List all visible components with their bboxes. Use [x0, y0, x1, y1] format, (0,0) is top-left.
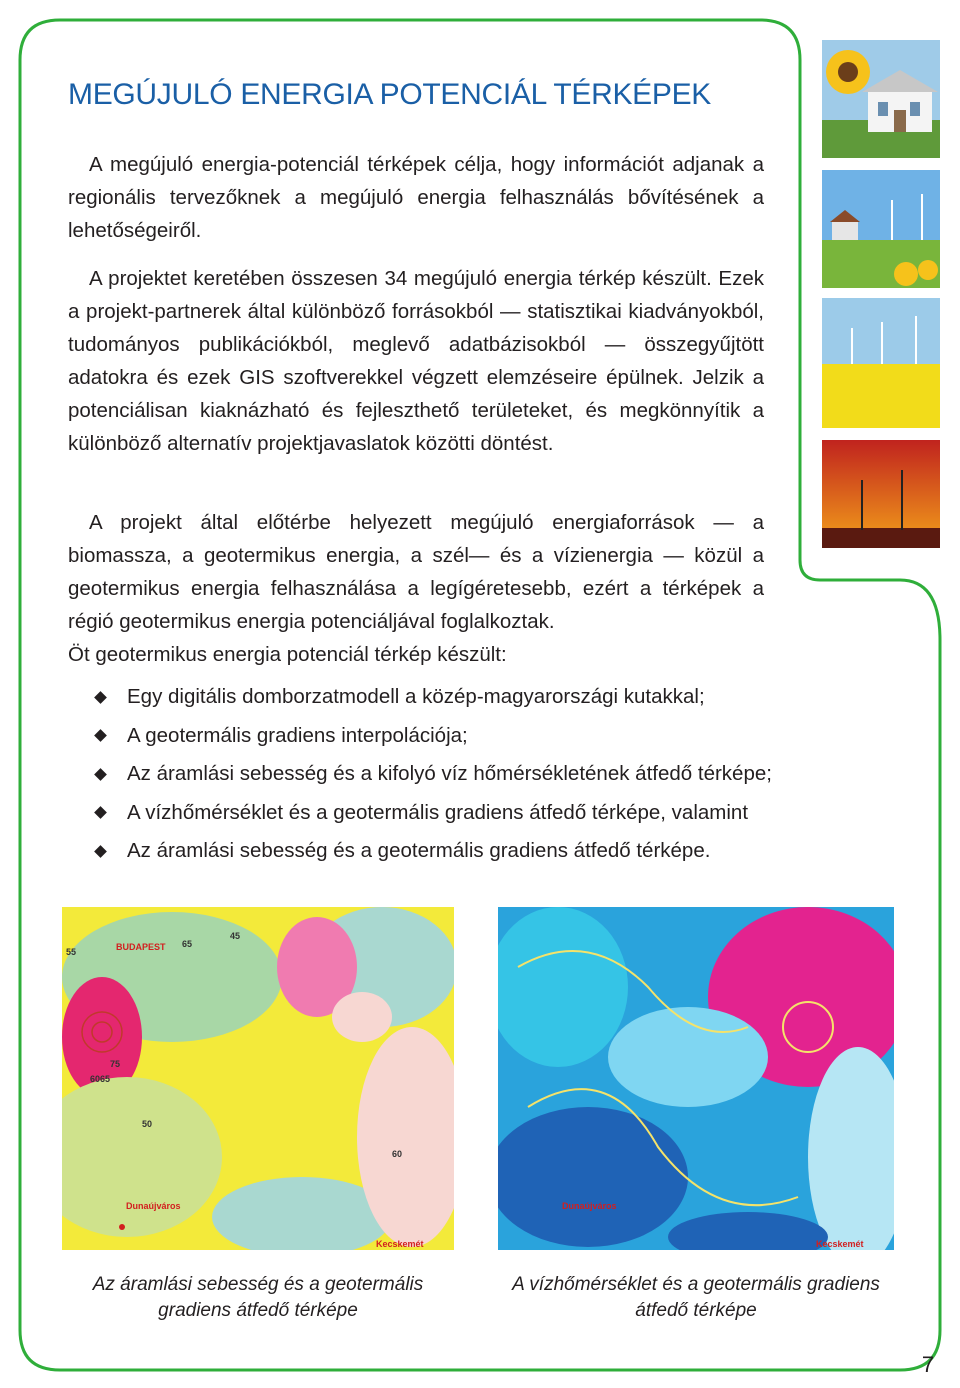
map-city-label: Dunaújváros	[562, 1201, 617, 1211]
diamond-bullet-icon	[94, 691, 107, 704]
map-isoline-label: 65	[182, 939, 193, 949]
map-list	[92, 678, 872, 871]
intro-paragraph: A megújuló energia-potenciál térképek célja, hogy információt adjanak a regionális tervezőknek a megújuló energia felhasználás bővítésének a lehetőségeiről.	[68, 153, 764, 242]
map-city-label: BUDAPEST	[116, 942, 166, 952]
map-isoline-label: 60	[392, 1149, 403, 1159]
map-city-label: Kecskemét	[376, 1239, 424, 1249]
wind-farm-field-photo	[822, 170, 940, 288]
map-isoline-label: 6065	[90, 1074, 111, 1084]
map-isoline-label: 45	[230, 931, 241, 941]
rapeseed-wind-turbines-photo	[822, 298, 940, 428]
sunset-wind-turbines-photo	[822, 440, 940, 548]
diamond-bullet-icon	[94, 729, 107, 742]
list-item: Egy digitális domborzatmodell a közép-magyarországi kutakkal;	[92, 678, 872, 717]
diamond-bullet-icon	[94, 845, 107, 858]
map-isoline-label: 75	[110, 1059, 121, 1069]
list-item: Az áramlási sebesség és a geotermális gradiens átfedő térképe.	[92, 832, 872, 871]
project-paragraph: A projektet keretében összesen 34 megújuló energia térkép készült. Ezek a projekt-partnerek által különböző forrásokból — statisztikai kiadványokból, tudományos publikációkból, meglevő adatbázisokból — összegyűjtött adatokra és ezek GIS szoftverekkel végzett elemzéseire épülnek. Jelzik a potenciálisan kiaknázható és fejleszthető területeket, és megkönnyítik a különböző alternatív projektjavaslatok közötti döntést.	[68, 267, 764, 455]
diamond-bullet-icon	[94, 768, 107, 781]
energy-sources-paragraph: A projekt által előtérbe helyezett megújuló energiaforrások — a biomassza, a geotermikus energia, a szél— és a vízienergia — közül a geotermikus energia felhasználása a legígéretesebb, ezért a térképek a régió geotermikus energia potenciáljával foglalkoztak.	[68, 511, 764, 633]
map-city-label: Dunaújváros	[126, 1201, 181, 1211]
maps-intro-paragraph: Öt geotermikus energia potenciál térkép készült:	[68, 643, 507, 666]
left-map-caption: Az áramlási sebesség és a geotermális gradiens átfedő térképe	[92, 1274, 424, 1321]
flow-gradient-overlay-map	[62, 907, 454, 1250]
list-item: A vízhőmérséklet és a geotermális gradiens átfedő térképe, valamint	[92, 794, 872, 833]
list-item: A geotermális gradiens interpolációja;	[92, 717, 872, 756]
right-map-caption: A vízhőmérséklet és a geotermális gradiens átfedő térképe	[512, 1274, 880, 1321]
map-city-label: Kecskemét	[816, 1239, 864, 1249]
sunflower-house-photo	[822, 40, 940, 158]
temperature-gradient-overlay-map	[498, 907, 894, 1250]
map-isoline-label: 50	[142, 1119, 153, 1129]
diamond-bullet-icon	[94, 806, 107, 819]
list-item: Az áramlási sebesség és a kifolyó víz hőmérsékletének átfedő térképe;	[92, 755, 872, 794]
page-title: MEGÚJULÓ ENERGIA POTENCIÁL TÉRKÉPEK	[68, 78, 711, 111]
page-number: 7	[921, 1352, 935, 1377]
map-isoline-label: 55	[66, 947, 77, 957]
